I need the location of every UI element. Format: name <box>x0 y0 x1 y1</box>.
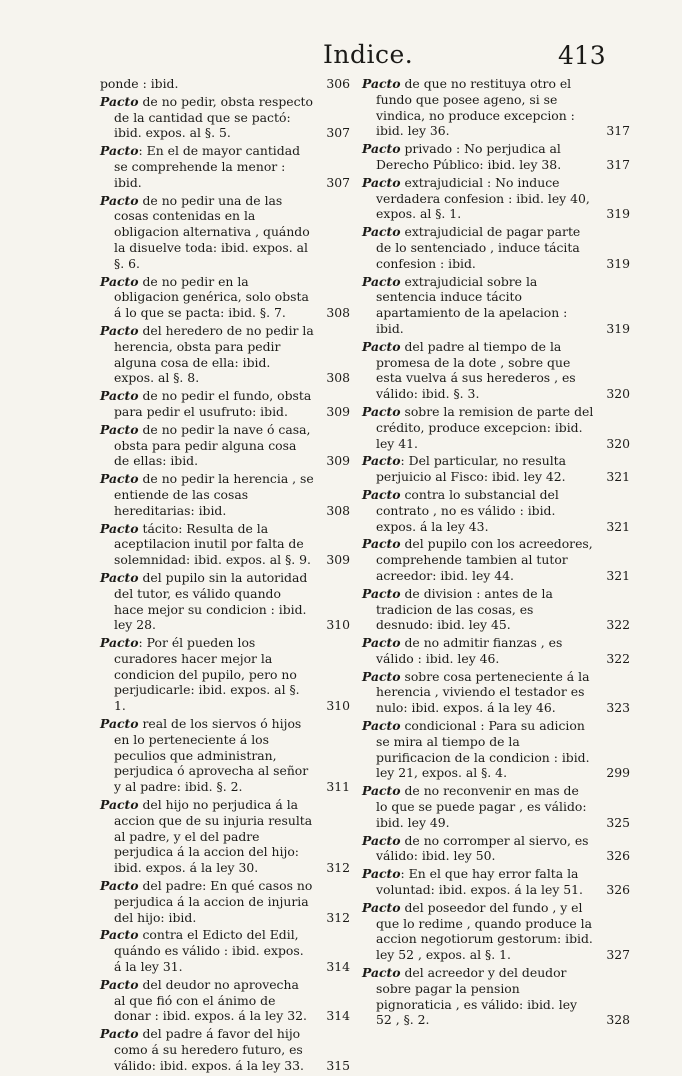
entry-page-ref: 309 <box>326 453 350 469</box>
entry-body: de no admitir fianzas , es válido : ibid. ley 46. <box>376 635 563 666</box>
index-entry <box>362 866 630 898</box>
entry-text <box>362 965 630 1028</box>
entry-text <box>362 832 630 865</box>
entry-text <box>362 635 630 667</box>
entry-keyword: Pacto <box>362 536 401 552</box>
entry-body: real de los siervos ó hijos en lo perteneciente á los peculios que administran, perjudica ó aprovecha al señor y al padre: ibid. §. 2. <box>114 716 309 795</box>
entry-keyword: Pacto <box>100 143 139 159</box>
entry-body: de no pedir la nave ó casa, obsta para pedir alguna cosa de ellas: ibid. <box>114 421 311 469</box>
entry-page-ref: 314 <box>326 959 350 975</box>
entry-keyword: Pacto <box>362 718 401 734</box>
index-entry <box>362 76 630 139</box>
index-entry <box>100 570 350 633</box>
entry-page-ref: 320 <box>606 435 630 451</box>
entry-page-ref: 314 <box>326 1008 350 1024</box>
index-column-left <box>100 76 350 1076</box>
entry-body: de no pedir una de las cosas contenidas en la obligacion alternativa , quándo la disuelve toda: ibid. expos. al §. 6. <box>114 192 310 271</box>
entry-body: de no corromper al siervo, es válido: ibid. ley 50. <box>376 832 589 864</box>
entry-keyword: Pacto <box>362 174 401 190</box>
entry-keyword: Pacto <box>100 569 139 585</box>
entry-page-ref: 311 <box>326 779 350 795</box>
entry-page-ref: 307 <box>326 174 350 190</box>
entry-text <box>362 403 630 451</box>
entry-page-ref: 326 <box>606 848 630 864</box>
index-entry <box>100 193 350 272</box>
entry-body: extrajudicial de pagar parte de lo sentenciado , induce tácita confesion : ibid. <box>376 224 581 271</box>
entry-body: de no pedir el fundo, obsta para pedir el usufruto: ibid. <box>114 388 312 419</box>
index-entry <box>362 274 630 337</box>
entry-keyword: Pacto <box>100 322 139 338</box>
entry-page-ref: 308 <box>326 502 350 518</box>
index-entry <box>100 274 350 321</box>
entry-text <box>100 273 350 321</box>
entry-body: del pupilo con los acreedores, comprehende tambien al tutor acreedor: ibid. ley 44. <box>376 536 593 583</box>
entry-page-ref: 312 <box>326 909 350 925</box>
entry-text <box>362 866 630 898</box>
entry-text <box>362 141 630 173</box>
entry-text <box>362 668 630 716</box>
entry-keyword: Pacto <box>362 338 401 354</box>
entry-body: condicional : Para su adicion se mira al tiempo de la purificacion de la condicion : ibid. ley 21, expos. al §. 4. <box>376 718 590 781</box>
entry-keyword: Pacto <box>362 899 401 915</box>
entry-keyword: Pacto <box>362 141 401 157</box>
index-entry <box>100 143 350 190</box>
entry-body: de no pedir la herencia , se entiende de las cosas hereditarias: ibid. <box>114 471 314 518</box>
index-entry <box>362 783 630 830</box>
index-entry <box>362 224 630 271</box>
entry-keyword: Pacto <box>362 783 401 799</box>
index-entry <box>362 536 630 583</box>
index-entry <box>100 388 350 420</box>
page-title: Indice. <box>323 40 414 69</box>
index-entry <box>362 175 630 222</box>
entry-body: del deudor no aprovecha al que fió con el ánimo de donar : ibid. expos. á la ley 32. <box>114 976 307 1024</box>
index-column-right <box>362 76 630 1030</box>
entry-page-ref: 308 <box>326 305 350 321</box>
entry-text <box>100 1026 350 1073</box>
page-number: 413 <box>558 41 606 70</box>
entry-text <box>362 174 630 222</box>
entry-page-ref: 307 <box>326 125 350 141</box>
entry-page-ref: 325 <box>606 814 630 830</box>
entry-keyword: Pacto <box>100 878 139 894</box>
entry-keyword: Pacto <box>362 965 401 981</box>
index-entry <box>362 900 630 963</box>
entry-body: del pupilo sin la autoridad del tutor, es válido quando hace mejor su condicion : ibid. ley 28. <box>114 569 308 633</box>
entry-page-ref: 317 <box>606 123 630 139</box>
index-entry <box>100 1026 350 1073</box>
index-entry <box>362 965 630 1028</box>
entry-keyword: Pacto <box>362 273 401 289</box>
entry-body: del acreedor y del deudor sobre pagar la pension pignoraticia , es válido: ibid. ley 52 , §. 2. <box>376 965 578 1028</box>
entry-keyword: Pacto <box>100 192 139 208</box>
entry-body: extrajudicial sobre la sentencia induce tácito apartamiento de la apelacion : ibid. <box>376 273 568 336</box>
entry-keyword: Pacto <box>100 421 139 437</box>
entry-body: contra el Edicto del Edil, quándo es válido : ibid. expos. á la ley 31. <box>114 927 304 975</box>
index-entry <box>362 453 630 485</box>
entry-page-ref: 310 <box>326 698 350 714</box>
entry-page-ref: 321 <box>606 518 630 534</box>
entry-keyword: Pacto <box>100 797 139 813</box>
entry-text <box>362 486 630 534</box>
entry-text <box>362 783 630 830</box>
index-entry <box>100 521 350 568</box>
entry-page-ref: 312 <box>326 860 350 876</box>
entry-text <box>362 338 630 402</box>
entry-keyword: Pacto <box>100 716 139 732</box>
entry-page-ref: 327 <box>606 947 630 963</box>
entry-body: de no reconvenir en mas de lo que se puede pagar , es válido: ibid. ley 49. <box>376 783 587 830</box>
entry-keyword: Pacto <box>100 520 139 536</box>
entry-body: del padre al tiempo de la promesa de la dote , sobre que esta vuelva á sus herederos , es válido: ibid. §. 3. <box>376 338 576 402</box>
index-entry <box>362 141 630 173</box>
entry-text <box>362 224 630 271</box>
entry-keyword: Pacto <box>362 832 401 848</box>
entry-text <box>362 536 630 583</box>
entry-keyword: Pacto <box>362 453 401 469</box>
entry-page-ref: 328 <box>606 1012 630 1028</box>
index-entry <box>100 94 350 141</box>
entry-body: de no pedir, obsta respecto de la cantidad que se pactó: ibid. expos. al §. 5. <box>114 93 313 141</box>
entry-page-ref: 317 <box>606 156 630 172</box>
entry-page-ref: 309 <box>326 552 350 568</box>
entry-body: del padre: En qué casos no perjudica á la accion de injuria del hijo: ibid. <box>114 878 313 925</box>
entry-page-ref: 309 <box>326 403 350 419</box>
entry-page-ref: 319 <box>606 206 630 222</box>
index-entry <box>362 718 630 781</box>
entry-body: : En el de mayor cantidad se comprehende la menor : ibid. <box>114 143 301 190</box>
entry-text <box>100 569 350 633</box>
entry-body: del poseedor del fundo , y el que lo redime , quando produce la accion negotiorum gestorum: ibid. ley 52 , expos. al §. 1. <box>376 899 593 963</box>
entry-text <box>100 388 350 420</box>
entry-text <box>362 76 630 139</box>
entry-page-ref: 320 <box>606 386 630 402</box>
entry-text <box>362 718 630 781</box>
entry-page-ref: 321 <box>606 567 630 583</box>
entry-keyword: Pacto <box>100 927 139 943</box>
index-entry <box>362 339 630 402</box>
index-entry <box>362 586 630 633</box>
entry-body: de que no restituya otro el fundo que posee ageno, si se vindica, no produce excepcion : ibid. ley 36. <box>376 76 575 139</box>
entry-page-ref: 326 <box>606 882 630 898</box>
entry-keyword: Pacto <box>362 668 401 684</box>
entry-keyword: Pacto <box>362 486 401 502</box>
entry-text <box>100 797 350 876</box>
entry-keyword: Pacto <box>362 866 401 882</box>
entry-text <box>362 273 630 337</box>
entry-page-ref: 310 <box>326 617 350 633</box>
entry-body: privado : No perjudica al Derecho Público: ibid. ley 38. <box>376 141 562 172</box>
entry-page-ref: 308 <box>326 370 350 386</box>
entry-text <box>100 716 350 795</box>
entry-keyword: Pacto <box>100 976 139 992</box>
entry-keyword: Pacto <box>100 471 139 487</box>
index-entry <box>100 927 350 974</box>
entry-text <box>100 421 350 469</box>
entry-text <box>362 585 630 633</box>
entry-keyword: Pacto <box>362 224 401 240</box>
index-entry <box>362 635 630 667</box>
entry-body: : Del particular, no resulta perjuicio al Fisco: ibid. ley 42. <box>376 453 567 485</box>
index-entry <box>100 422 350 469</box>
index-entry <box>100 471 350 518</box>
index-entry <box>362 404 630 451</box>
entry-body: contra lo substancial del contrato , no es válido : ibid. expos. á la ley 43. <box>376 486 559 534</box>
entry-body: de division : antes de la tradicion de las cosas, es desnudo: ibid. ley 45. <box>376 585 553 633</box>
index-entry <box>100 716 350 795</box>
entry-page-ref: 323 <box>606 700 630 716</box>
entry-body: de no pedir en la obligacion genérica, solo obsta á lo que se pacta: ibid. §. 7. <box>114 273 309 321</box>
entry-text <box>100 471 350 518</box>
entry-keyword: Pacto <box>362 403 401 419</box>
entry-keyword: Pacto <box>362 585 401 601</box>
entry-text <box>362 453 630 485</box>
entry-keyword: Pacto <box>362 76 401 91</box>
entry-body: extrajudicial : No induce verdadera confesion : ibid. ley 40, expos. al §. 1. <box>376 174 590 222</box>
entry-keyword: Pacto <box>100 273 139 289</box>
entry-page-ref: 322 <box>606 650 630 666</box>
entry-keyword: Pacto <box>100 635 139 651</box>
index-entry <box>100 797 350 876</box>
entry-body: : Por él pueden los curadores hacer mejor la condicion del pupilo, pero no perjudicarle: ibid. expos. al §. 1. <box>114 635 300 714</box>
entry-text <box>100 143 350 190</box>
entry-keyword: Pacto <box>100 93 139 109</box>
entry-page-ref: 321 <box>606 469 630 485</box>
entry-page-ref: 299 <box>606 765 630 781</box>
entry-text <box>100 93 350 141</box>
index-entry <box>362 669 630 716</box>
index-entry <box>100 635 350 714</box>
entry-body: sobre cosa perteneciente á la herencia , viviendo el testador es nulo: ibid. expos. á la ley 46. <box>376 668 590 716</box>
entry-page-ref: 306 <box>326 76 350 91</box>
entry-keyword: Pacto <box>362 635 401 651</box>
entry-text <box>100 76 350 92</box>
entry-page-ref: 319 <box>606 320 630 336</box>
entry-text <box>100 322 350 386</box>
entry-keyword: Pacto <box>100 1026 139 1042</box>
entry-text <box>362 899 630 963</box>
entry-text <box>100 192 350 272</box>
entry-body: del padre á favor del hijo como á su heredero futuro, es válido: ibid. expos. á la ley 33. <box>114 1026 304 1073</box>
entry-body: del heredero de no pedir la herencia, obsta para pedir alguna cosa de ella: ibid. expos. al §. 8. <box>114 322 314 386</box>
index-entry <box>100 878 350 925</box>
entry-text <box>100 635 350 714</box>
page-header <box>0 40 682 74</box>
index-entry <box>100 76 350 92</box>
entry-text <box>100 927 350 975</box>
entry-text <box>100 520 350 568</box>
entry-page-ref: 322 <box>606 617 630 633</box>
entry-page-ref: 319 <box>606 255 630 271</box>
index-entry <box>100 323 350 386</box>
entry-page-ref: 315 <box>326 1057 350 1073</box>
entry-body: ponde : ibid. <box>100 76 179 91</box>
entry-text <box>100 976 350 1024</box>
entry-body: del hijo no perjudica á la accion que de su injuria resulta al padre, y el del padre perjudica á la accion del hijo: ibid. expos. á la ley 30. <box>114 797 313 876</box>
entry-text <box>100 878 350 925</box>
entry-body: : En el que hay error falta la voluntad: ibid. expos. á la ley 51. <box>376 866 583 898</box>
entry-keyword: Pacto <box>100 388 139 404</box>
index-entry <box>100 977 350 1024</box>
index-entry <box>362 487 630 534</box>
entry-body: sobre la remision de parte del crédito, produce excepcion: ibid. ley 41. <box>376 403 594 451</box>
index-entry <box>362 833 630 865</box>
entry-body: tácito: Resulta de la aceptilacion inutil por falta de solemnidad: ibid. expos. al §. 9. <box>114 520 311 568</box>
